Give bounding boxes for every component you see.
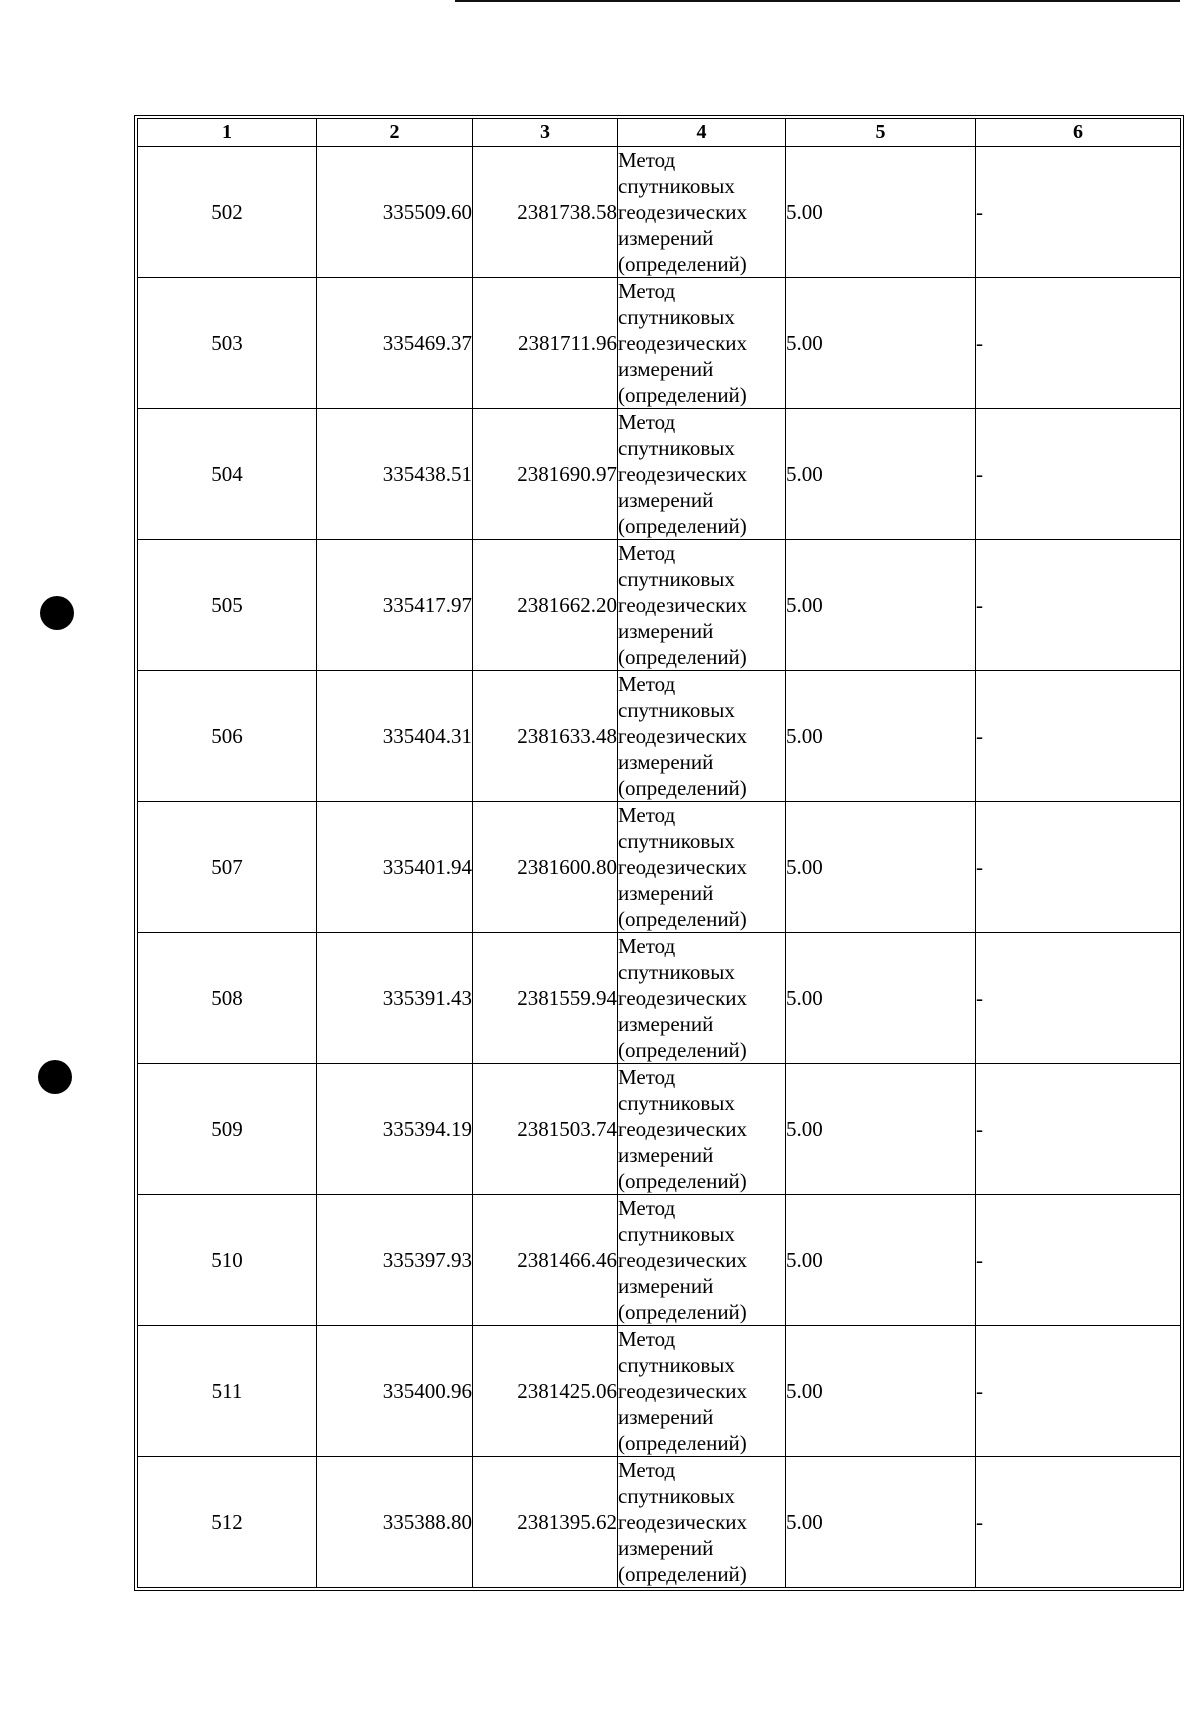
- coordinates-table: [137, 118, 1181, 1588]
- method-line: (определений): [618, 1431, 747, 1455]
- point-number-cell: 505: [138, 540, 317, 671]
- point-number-cell: 504: [138, 409, 317, 540]
- method-cell: [618, 147, 786, 278]
- method-line: спутниковых: [618, 829, 735, 853]
- method-line: геодезических: [618, 986, 748, 1010]
- method-line: (определений): [618, 1169, 747, 1193]
- method-line: геодезических: [618, 1248, 748, 1272]
- y-coordinate-cell: 2381466.46: [473, 1195, 618, 1326]
- method-line: измерений: [618, 1012, 714, 1036]
- method-line: геодезических: [618, 593, 748, 617]
- method-cell: [618, 802, 786, 933]
- method-line: геодезических: [618, 724, 748, 748]
- column-header: 1: [138, 119, 317, 147]
- header-row: [138, 119, 1181, 147]
- method-line: измерений: [618, 226, 714, 250]
- method-line: Метод: [618, 672, 676, 696]
- x-coordinate-cell: 335404.31: [317, 671, 473, 802]
- method-line: Метод: [618, 1196, 676, 1220]
- accuracy-cell: 5.00: [786, 1064, 976, 1195]
- accuracy-cell: 5.00: [786, 540, 976, 671]
- method-line: измерений: [618, 1274, 714, 1298]
- x-coordinate-cell: 335469.37: [317, 278, 473, 409]
- note-cell: -: [976, 802, 1181, 933]
- y-coordinate-cell: 2381559.94: [473, 933, 618, 1064]
- note-cell: -: [976, 1457, 1181, 1588]
- method-cell: [618, 671, 786, 802]
- method-line: Метод: [618, 148, 676, 172]
- table-row: [138, 671, 1181, 802]
- method-line: геодезических: [618, 462, 748, 486]
- coordinates-table-frame: [134, 115, 1184, 1591]
- point-number-cell: 503: [138, 278, 317, 409]
- point-number-cell: 509: [138, 1064, 317, 1195]
- method-line: измерений: [618, 881, 714, 905]
- y-coordinate-cell: 2381711.96: [473, 278, 618, 409]
- method-line: измерений: [618, 357, 714, 381]
- method-line: спутниковых: [618, 698, 735, 722]
- accuracy-cell: 5.00: [786, 1195, 976, 1326]
- accuracy-cell: 5.00: [786, 802, 976, 933]
- y-coordinate-cell: 2381662.20: [473, 540, 618, 671]
- method-cell: [618, 933, 786, 1064]
- method-line: спутниковых: [618, 1222, 735, 1246]
- note-cell: -: [976, 409, 1181, 540]
- x-coordinate-cell: 335438.51: [317, 409, 473, 540]
- y-coordinate-cell: 2381503.74: [473, 1064, 618, 1195]
- method-line: измерений: [618, 619, 714, 643]
- column-header: 2: [317, 119, 473, 147]
- method-line: Метод: [618, 1458, 676, 1482]
- table-row: [138, 540, 1181, 671]
- method-cell: [618, 1064, 786, 1195]
- point-number-cell: 502: [138, 147, 317, 278]
- note-cell: -: [976, 933, 1181, 1064]
- accuracy-cell: 5.00: [786, 147, 976, 278]
- y-coordinate-cell: 2381600.80: [473, 802, 618, 933]
- method-line: спутниковых: [618, 1484, 735, 1508]
- method-line: геодезических: [618, 1117, 748, 1141]
- method-line: геодезических: [618, 1379, 748, 1403]
- method-line: геодезических: [618, 200, 748, 224]
- x-coordinate-cell: 335394.19: [317, 1064, 473, 1195]
- punch-hole-lower: [38, 1060, 72, 1094]
- table-row: [138, 409, 1181, 540]
- accuracy-cell: 5.00: [786, 1457, 976, 1588]
- accuracy-cell: 5.00: [786, 278, 976, 409]
- y-coordinate-cell: 2381738.58: [473, 147, 618, 278]
- method-line: геодезических: [618, 331, 748, 355]
- method-line: спутниковых: [618, 174, 735, 198]
- method-cell: [618, 1457, 786, 1588]
- method-line: спутниковых: [618, 305, 735, 329]
- y-coordinate-cell: 2381395.62: [473, 1457, 618, 1588]
- method-line: Метод: [618, 1327, 676, 1351]
- accuracy-cell: 5.00: [786, 409, 976, 540]
- method-line: измерений: [618, 750, 714, 774]
- method-cell: [618, 278, 786, 409]
- method-line: Метод: [618, 541, 676, 565]
- method-cell: [618, 1326, 786, 1457]
- note-cell: -: [976, 671, 1181, 802]
- method-cell: [618, 409, 786, 540]
- note-cell: -: [976, 147, 1181, 278]
- method-line: спутниковых: [618, 960, 735, 984]
- y-coordinate-cell: 2381690.97: [473, 409, 618, 540]
- method-line: (определений): [618, 907, 747, 931]
- table-row: [138, 1326, 1181, 1457]
- x-coordinate-cell: 335509.60: [317, 147, 473, 278]
- method-line: (определений): [618, 514, 747, 538]
- y-coordinate-cell: 2381633.48: [473, 671, 618, 802]
- accuracy-cell: 5.00: [786, 933, 976, 1064]
- x-coordinate-cell: 335400.96: [317, 1326, 473, 1457]
- note-cell: -: [976, 1195, 1181, 1326]
- table-row: [138, 933, 1181, 1064]
- table-row: [138, 1064, 1181, 1195]
- method-line: (определений): [618, 1300, 747, 1324]
- column-header: 5: [786, 119, 976, 147]
- table-row: [138, 278, 1181, 409]
- x-coordinate-cell: 335391.43: [317, 933, 473, 1064]
- note-cell: -: [976, 1064, 1181, 1195]
- method-line: (определений): [618, 1038, 747, 1062]
- method-line: измерений: [618, 1405, 714, 1429]
- top-edge-rule: [455, 0, 1180, 2]
- column-header: 3: [473, 119, 618, 147]
- column-header: 6: [976, 119, 1181, 147]
- method-line: (определений): [618, 383, 747, 407]
- method-line: Метод: [618, 803, 676, 827]
- method-line: измерений: [618, 1536, 714, 1560]
- note-cell: -: [976, 540, 1181, 671]
- method-line: Метод: [618, 410, 676, 434]
- point-number-cell: 507: [138, 802, 317, 933]
- method-line: спутниковых: [618, 436, 735, 460]
- accuracy-cell: 5.00: [786, 671, 976, 802]
- method-line: (определений): [618, 645, 747, 669]
- table-row: [138, 147, 1181, 278]
- method-line: (определений): [618, 776, 747, 800]
- x-coordinate-cell: 335397.93: [317, 1195, 473, 1326]
- accuracy-cell: 5.00: [786, 1326, 976, 1457]
- x-coordinate-cell: 335417.97: [317, 540, 473, 671]
- point-number-cell: 506: [138, 671, 317, 802]
- method-line: (определений): [618, 1562, 747, 1586]
- method-line: спутниковых: [618, 567, 735, 591]
- point-number-cell: 510: [138, 1195, 317, 1326]
- method-line: Метод: [618, 279, 676, 303]
- point-number-cell: 512: [138, 1457, 317, 1588]
- table-body: [138, 147, 1181, 1588]
- x-coordinate-cell: 335388.80: [317, 1457, 473, 1588]
- column-header: 4: [618, 119, 786, 147]
- point-number-cell: 508: [138, 933, 317, 1064]
- y-coordinate-cell: 2381425.06: [473, 1326, 618, 1457]
- table-row: [138, 802, 1181, 933]
- method-line: спутниковых: [618, 1353, 735, 1377]
- punch-hole-upper: [40, 596, 74, 630]
- method-line: геодезических: [618, 1510, 748, 1534]
- method-line: измерений: [618, 488, 714, 512]
- method-line: спутниковых: [618, 1091, 735, 1115]
- note-cell: -: [976, 1326, 1181, 1457]
- method-line: измерений: [618, 1143, 714, 1167]
- method-line: геодезических: [618, 855, 748, 879]
- table-row: [138, 1457, 1181, 1588]
- method-line: Метод: [618, 934, 676, 958]
- note-cell: -: [976, 278, 1181, 409]
- table-row: [138, 1195, 1181, 1326]
- x-coordinate-cell: 335401.94: [317, 802, 473, 933]
- method-line: Метод: [618, 1065, 676, 1089]
- method-cell: [618, 540, 786, 671]
- method-line: (определений): [618, 252, 747, 276]
- point-number-cell: 511: [138, 1326, 317, 1457]
- method-cell: [618, 1195, 786, 1326]
